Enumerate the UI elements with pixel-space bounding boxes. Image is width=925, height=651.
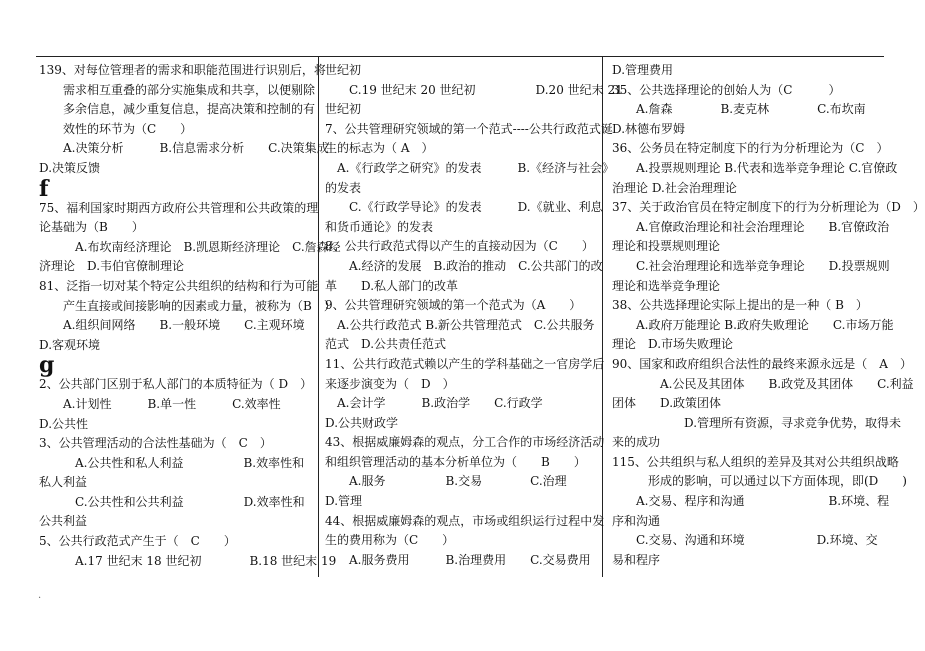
text-line: 世纪初 (325, 63, 362, 77)
text-line: 易和程序 (612, 552, 661, 567)
text-line: 济理论 D.韦伯官僚制理论 (39, 259, 185, 274)
text-line: 11、公共行政范式赖以产生的学科基础之一官房学后 (325, 356, 605, 371)
text-line: 范式 D.公共责任范式 (325, 337, 447, 352)
text-line: 139、对每位管理者的需求和职能范围进行识别后，将 (39, 63, 326, 77)
text-line: 和组织管理活动的基本分析单位为（ B ） (325, 454, 586, 469)
column-2 (325, 61, 623, 581)
text-line: 43、根据威廉姆森的观点，分工合作的市场经济活动 (325, 435, 605, 450)
column-3 (612, 61, 925, 581)
text-line: A.投票规则理论 B.代表和选举竞争理论 C.官僚政 (612, 160, 898, 175)
text-line: 私人利益 (39, 475, 88, 490)
text-line: 7、公共管理研究领域的第一个范式----公共行政范式诞 (325, 121, 613, 136)
text-line: D.管理 (325, 494, 363, 509)
text-line: A.计划性 B.单一性 C.效率性 (39, 396, 281, 411)
text-line: 8、公共行政范式得以产生的直接动因为（C ） (325, 239, 594, 254)
text-line: A.决策分析 B.信息需求分析 C.决策集成 (39, 141, 329, 156)
text-line: 理论 D.市场失败理论 (612, 337, 734, 352)
text-line: D.林德布罗姆 (612, 121, 686, 136)
text-line: 81、泛指一切对某个特定公共组织的结构和行为可能 (39, 278, 319, 293)
text-line: 团体 D.政策团体 (612, 396, 722, 411)
text-line: A.交易、程序和沟通 B.环境、程 (612, 494, 890, 509)
text-line: 公共利益 (39, 514, 88, 529)
text-line: A.经济的发展 B.政治的推动 C.公共部门的改 (325, 258, 603, 273)
text-line: A.17 世纪末 18 世纪初 B.18 世纪末 19 (39, 553, 337, 568)
text-line: 的发表 (325, 180, 362, 195)
text-line: A.公民及其团体 B.政党及其团体 C.利益 (612, 376, 914, 391)
text-line: 44、根据威廉姆森的观点，市场或组织运行过程中发 (325, 513, 605, 528)
text-line: A.服务费用 B.治理费用 C.交易费用 (325, 552, 591, 567)
text-line: 37、关于政治官员在特定制度下的行为分析理论为（D ） (612, 200, 925, 215)
text-line: D.公共性 (39, 416, 89, 431)
text-line: C.19 世纪末 20 世纪初 D.20 世纪末 21 (325, 82, 623, 97)
text-line: C.社会治理理论和选举竞争理论 D.投票规则 (612, 258, 890, 273)
text-line: 论基础为（B ） (39, 220, 144, 235)
text-line: 2、公共部门区别于私人部门的本质特征为（ D ） (39, 377, 313, 392)
text-line: A.詹森 B.麦克林 C.布坎南 (612, 102, 866, 117)
text-line: 生的费用称为（C ） (325, 533, 455, 548)
text-line: 5、公共行政范式产生于（ C ） (39, 534, 236, 549)
text-line: C.交易、沟通和环境 D.环境、交 (612, 533, 878, 548)
text-line: 治理论 D.社会治理理论 (612, 180, 737, 195)
text-line: 需求相互重叠的部分实施集成和共享，以便剔除 (39, 82, 316, 97)
top-rule (36, 56, 884, 57)
text-line: D.管理费用 (612, 63, 674, 77)
text-line: 35、公共选择理论的创始人为（C ） (612, 82, 841, 97)
text-line: C.《行政学导论》的发表 D.《就业、利息 (325, 200, 603, 215)
text-line: 3、公共管理活动的合法性基础为（ C ） (39, 436, 272, 451)
text-line: A.官僚政治理论和社会治理理论 B.官僚政治 (612, 219, 890, 234)
text-line: A.《行政学之研究》的发表 B.《经济与社会》 (325, 160, 615, 175)
footer-mark: . (38, 590, 42, 601)
text-line: 世纪初 (325, 102, 362, 117)
text-line: 和货币通论》的发表 (325, 219, 434, 234)
section-letter: f (39, 175, 49, 202)
text-line: D.公共财政学 (325, 415, 399, 430)
column-1 (39, 61, 341, 581)
text-line: 9、公共管理研究领域的第一个范式为（A ） (325, 298, 582, 313)
text-line: 75、福利国家时期西方政府公共管理和公共政策的理 (39, 200, 319, 215)
text-line: A.组织间网络 B.一般环境 C.主观环境 (39, 318, 305, 333)
text-line: 序和沟通 (612, 513, 661, 528)
text-line: D.客观环境 (39, 337, 101, 352)
text-line: 效性的环节为（C ） (39, 121, 193, 136)
text-line: 来逐步演变为（ D ） (325, 376, 455, 391)
text-line: 理论和投票规则理论 (612, 239, 721, 254)
text-line: 产生直接或间接影响的因素或力量，被称为（B ） (39, 298, 336, 313)
text-line: A.公共性和私人利益 B.效率性和 (39, 455, 305, 470)
text-line: A.公共行政范式 B.新公共管理范式 C.公共服务 (325, 317, 595, 332)
text-line: 革 D.私人部门的改革 (325, 278, 459, 293)
text-line: 来的成功 (612, 435, 661, 450)
text-line: 115、公共组织与私人组织的差异及其对公共组织战略 (612, 454, 899, 469)
section-letter: g (39, 352, 55, 379)
text-line: C.公共性和公共利益 D.效率性和 (39, 494, 305, 509)
text-line: 多余信息，减少重复信息，提高决策和控制的有 (39, 102, 316, 117)
text-line: 理论和选举竞争理论 (612, 278, 721, 293)
text-line: A.布坎南经济理论 B.凯恩斯经济理论 C.詹森经 (39, 239, 341, 254)
text-line: 36、公务员在特定制度下的行为分析理论为（C ） (612, 141, 889, 156)
text-line: D.管理所有资源，寻求竞争优势，取得未 (612, 415, 902, 430)
text-line: 38、公共选择理论实际上提出的是一种（ B ） (612, 298, 868, 313)
text-line: A.服务 B.交易 C.治理 (325, 474, 567, 489)
text-line: 形成的影响，可以通过以下方面体现，即(D ) (612, 474, 907, 489)
text-line: 生的标志为（ A ） (325, 141, 434, 156)
text-line: 90、国家和政府组织合法性的最终来源永远是（ A ） (612, 356, 912, 371)
text-line: A.政府万能理论 B.政府失败理论 C.市场万能 (612, 317, 894, 332)
text-line: A.会计学 B.政治学 C.行政学 (325, 396, 543, 411)
text-line: D.决策反馈 (39, 160, 101, 175)
column-divider-1 (318, 57, 319, 577)
